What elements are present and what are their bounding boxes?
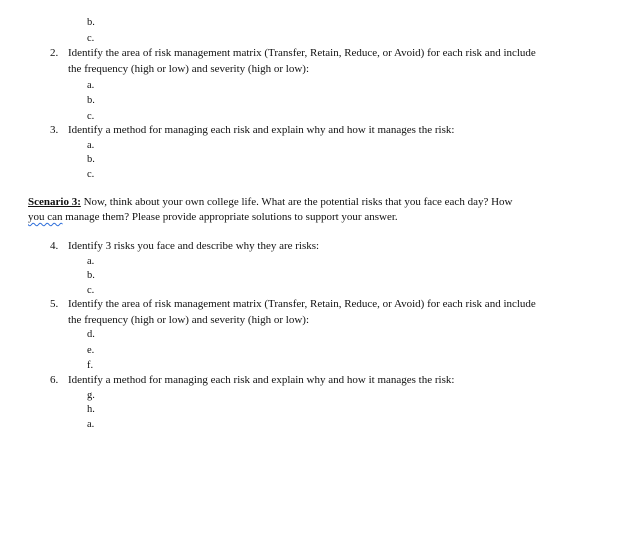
list-item: a. — [87, 256, 95, 267]
question-number: 2. — [50, 47, 59, 59]
scenario-paragraph-line — [28, 196, 512, 209]
list-item: d. — [87, 329, 95, 340]
scenario-label: Scenario 3: — [28, 196, 81, 208]
question-text: Identify 3 risks you face and describe why they are risks: — [68, 240, 320, 252]
question-text: Identify the area of risk management matrix (Transfer, Retain, Reduce, or Avoid) for each risk and include — [68, 298, 536, 310]
list-item: b. — [87, 270, 95, 281]
list-item: c. — [87, 33, 95, 44]
list-item: e. — [87, 345, 95, 356]
question-text: the frequency (high or low) and severity (high or low): — [68, 314, 310, 326]
list-item: a. — [87, 80, 95, 91]
question-number: 6. — [50, 374, 59, 386]
list-item: a. — [87, 140, 95, 151]
list-item: b. — [87, 17, 95, 28]
grammar-flag: you can — [28, 211, 63, 223]
list-item: h. — [87, 404, 95, 415]
list-item: c. — [87, 285, 95, 296]
list-item: b. — [87, 154, 95, 165]
question-number: 4. — [50, 240, 59, 252]
list-item: b. — [87, 95, 95, 106]
list-item: f. — [87, 360, 94, 371]
question-number: 3. — [50, 124, 59, 136]
list-item: c. — [87, 169, 95, 180]
question-text: Identify the area of risk management matrix (Transfer, Retain, Reduce, or Avoid) for each risk and include — [68, 47, 536, 59]
question-text: Identify a method for managing each risk and explain why and how it manages the risk: — [68, 124, 455, 136]
question-text: the frequency (high or low) and severity (high or low): — [68, 63, 310, 75]
scenario-text: manage them? Please provide appropriate solutions to support your answer. — [62, 211, 398, 223]
scenario-paragraph-line — [28, 211, 398, 224]
question-text: Identify a method for managing each risk and explain why and how it manages the risk: — [68, 374, 455, 386]
question-number: 5. — [50, 298, 59, 310]
list-item: g. — [87, 390, 95, 401]
list-item: a. — [87, 419, 95, 430]
list-item: c. — [87, 111, 95, 122]
scenario-text: Now, think about your own college life. What are the potential risks that you face each day? How — [80, 196, 513, 208]
